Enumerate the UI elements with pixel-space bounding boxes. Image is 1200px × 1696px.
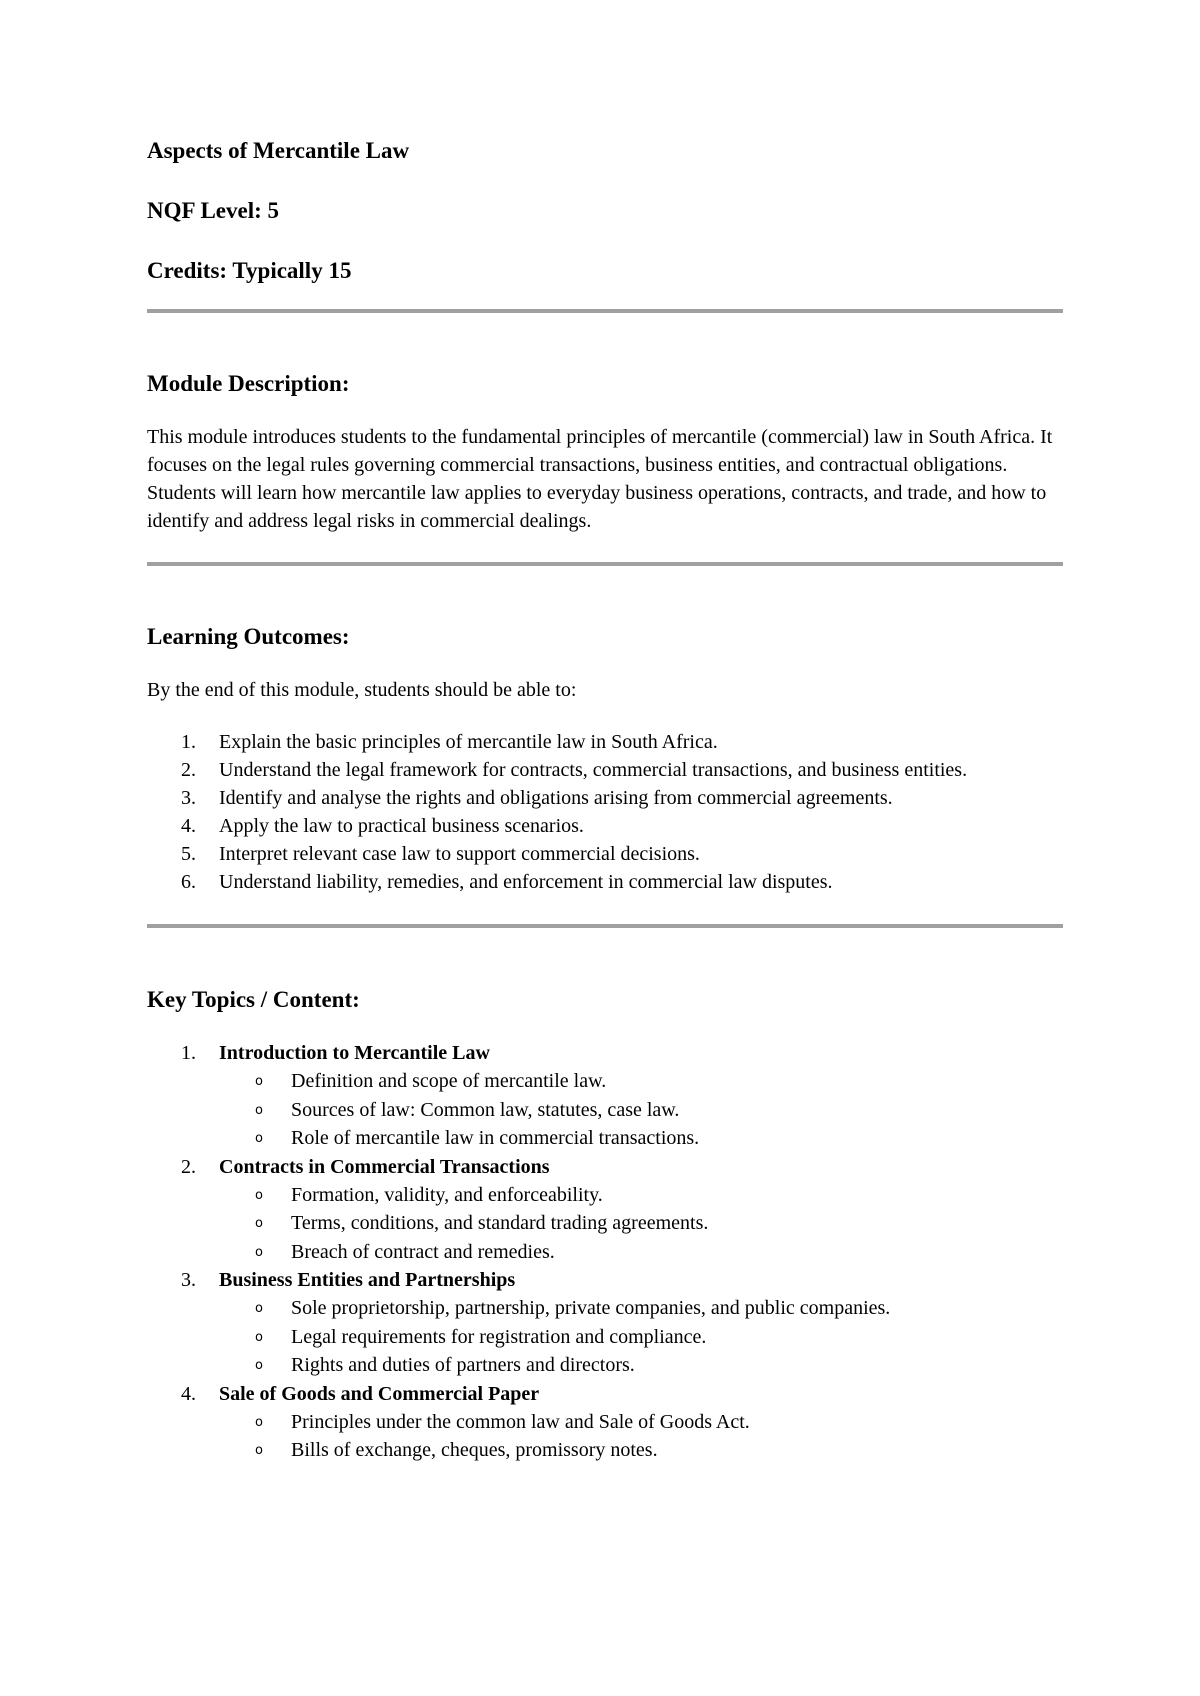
bullet-icon: o [255,1443,263,1458]
subtopic-text: Terms, conditions, and standard trading agreements. [291,1212,709,1234]
bullet-icon: o [255,1329,263,1345]
bullet-icon: o [255,1414,263,1430]
outcome-text: Understand liability, remedies, and enforcement in commercial law disputes. [219,871,833,893]
divider [147,924,1063,928]
outcome-text: Explain the basic principles of mercantile law in South Africa. [219,731,718,753]
list-number: 4. [181,815,196,837]
bullet-icon: o [255,1358,263,1373]
subtopic-text: Bills of exchange, cheques, promissory notes. [291,1439,658,1461]
subtopic-item [219,1096,1063,1125]
outcome-text: Understand the legal framework for contracts, commercial transactions, and business entities. [219,759,968,781]
list-item [147,784,1063,812]
topic-item [147,1266,1063,1380]
subtopic-text: Role of mercantile law in commercial transactions. [291,1127,700,1149]
document-page [147,136,1063,1465]
subtopic-item [219,1124,1063,1153]
list-item [147,868,1063,896]
bullet-icon: o [255,1301,263,1316]
description-paragraph: This module introduces students to the fundamental principles of mercantile (commercial) law in South Africa. It focuses on the legal rules governing commercial transactions, business entities, and contractual obligations. Students will learn how mercantile law applies to everyday business operations, contracts, and trade, and how to identify and address legal risks in commercial dealings. [147,426,1053,532]
subtopic-list [219,1067,1063,1153]
list-number: 2. [181,1155,196,1178]
list-item [147,756,1063,784]
topic-title: Introduction to Mercantile Law [219,1042,490,1064]
bullet-icon: o [255,1102,263,1118]
subtopic-text: Rights and duties of partners and directors. [291,1354,635,1376]
subtopic-item [219,1323,1063,1352]
topic-title: Business Entities and Partnerships [219,1269,516,1291]
subtopic-list [219,1181,1063,1267]
list-item [147,728,1063,756]
topic-title: Contracts in Commercial Transactions [219,1155,550,1178]
bullet-icon: o [255,1074,263,1089]
subtopic-text: Sole proprietorship, partnership, private companies, and public companies. [291,1297,891,1319]
subtopic-text: Sources of law: Common law, statutes, case law. [291,1098,680,1121]
bullet-icon: o [255,1216,263,1231]
topic-title: Sale of Goods and Commercial Paper [219,1382,540,1405]
list-number: 2. [181,759,196,781]
subtopic-item [219,1181,1063,1210]
outcomes-intro: By the end of this module, students should be able to: [147,679,577,701]
subtopic-text: Principles under the common law and Sale of Goods Act. [291,1410,750,1433]
list-number: 3. [181,1269,196,1291]
credits: Credits: Typically 15 [147,258,352,283]
module-title: Aspects of Mercantile Law [147,138,410,163]
subtopic-item [219,1209,1063,1238]
divider [147,309,1063,313]
section-heading-topics: Key Topics / Content: [147,987,360,1012]
subtopic-item [219,1436,1063,1465]
subtopic-text: Breach of contract and remedies. [291,1240,555,1263]
section-heading-description: Module Description: [147,371,350,396]
topic-item [147,1380,1063,1465]
list-item [147,812,1063,840]
list-number: 1. [181,1042,196,1064]
list-number: 4. [181,1382,196,1405]
outcomes-list [147,728,1063,896]
subtopic-item [219,1294,1063,1323]
bullet-icon: o [255,1187,263,1203]
topic-item [147,1153,1063,1267]
subtopic-item [219,1408,1063,1437]
subtopic-text: Definition and scope of mercantile law. [291,1070,607,1092]
outcome-text: Apply the law to practical business scenarios. [219,815,584,837]
topic-item [147,1039,1063,1153]
topics-list [147,1039,1063,1465]
subtopic-text: Legal requirements for registration and compliance. [291,1325,707,1348]
subtopic-list [219,1294,1063,1380]
list-number: 1. [181,731,196,753]
outcome-text: Identify and analyse the rights and obligations arising from commercial agreements. [219,787,893,809]
list-number: 6. [181,871,196,893]
outcome-text: Interpret relevant case law to support commercial decisions. [219,843,700,865]
list-number: 5. [181,843,196,865]
subtopic-item [219,1238,1063,1267]
divider [147,562,1063,566]
list-number: 3. [181,787,196,809]
subtopic-item [219,1067,1063,1096]
list-item [147,840,1063,868]
section-heading-outcomes: Learning Outcomes: [147,624,350,649]
bullet-icon: o [255,1244,263,1260]
nqf-level: NQF Level: 5 [147,198,280,223]
subtopic-list [219,1408,1063,1465]
subtopic-text: Formation, validity, and enforceability. [291,1183,603,1206]
bullet-icon: o [255,1131,263,1146]
subtopic-item [219,1351,1063,1380]
